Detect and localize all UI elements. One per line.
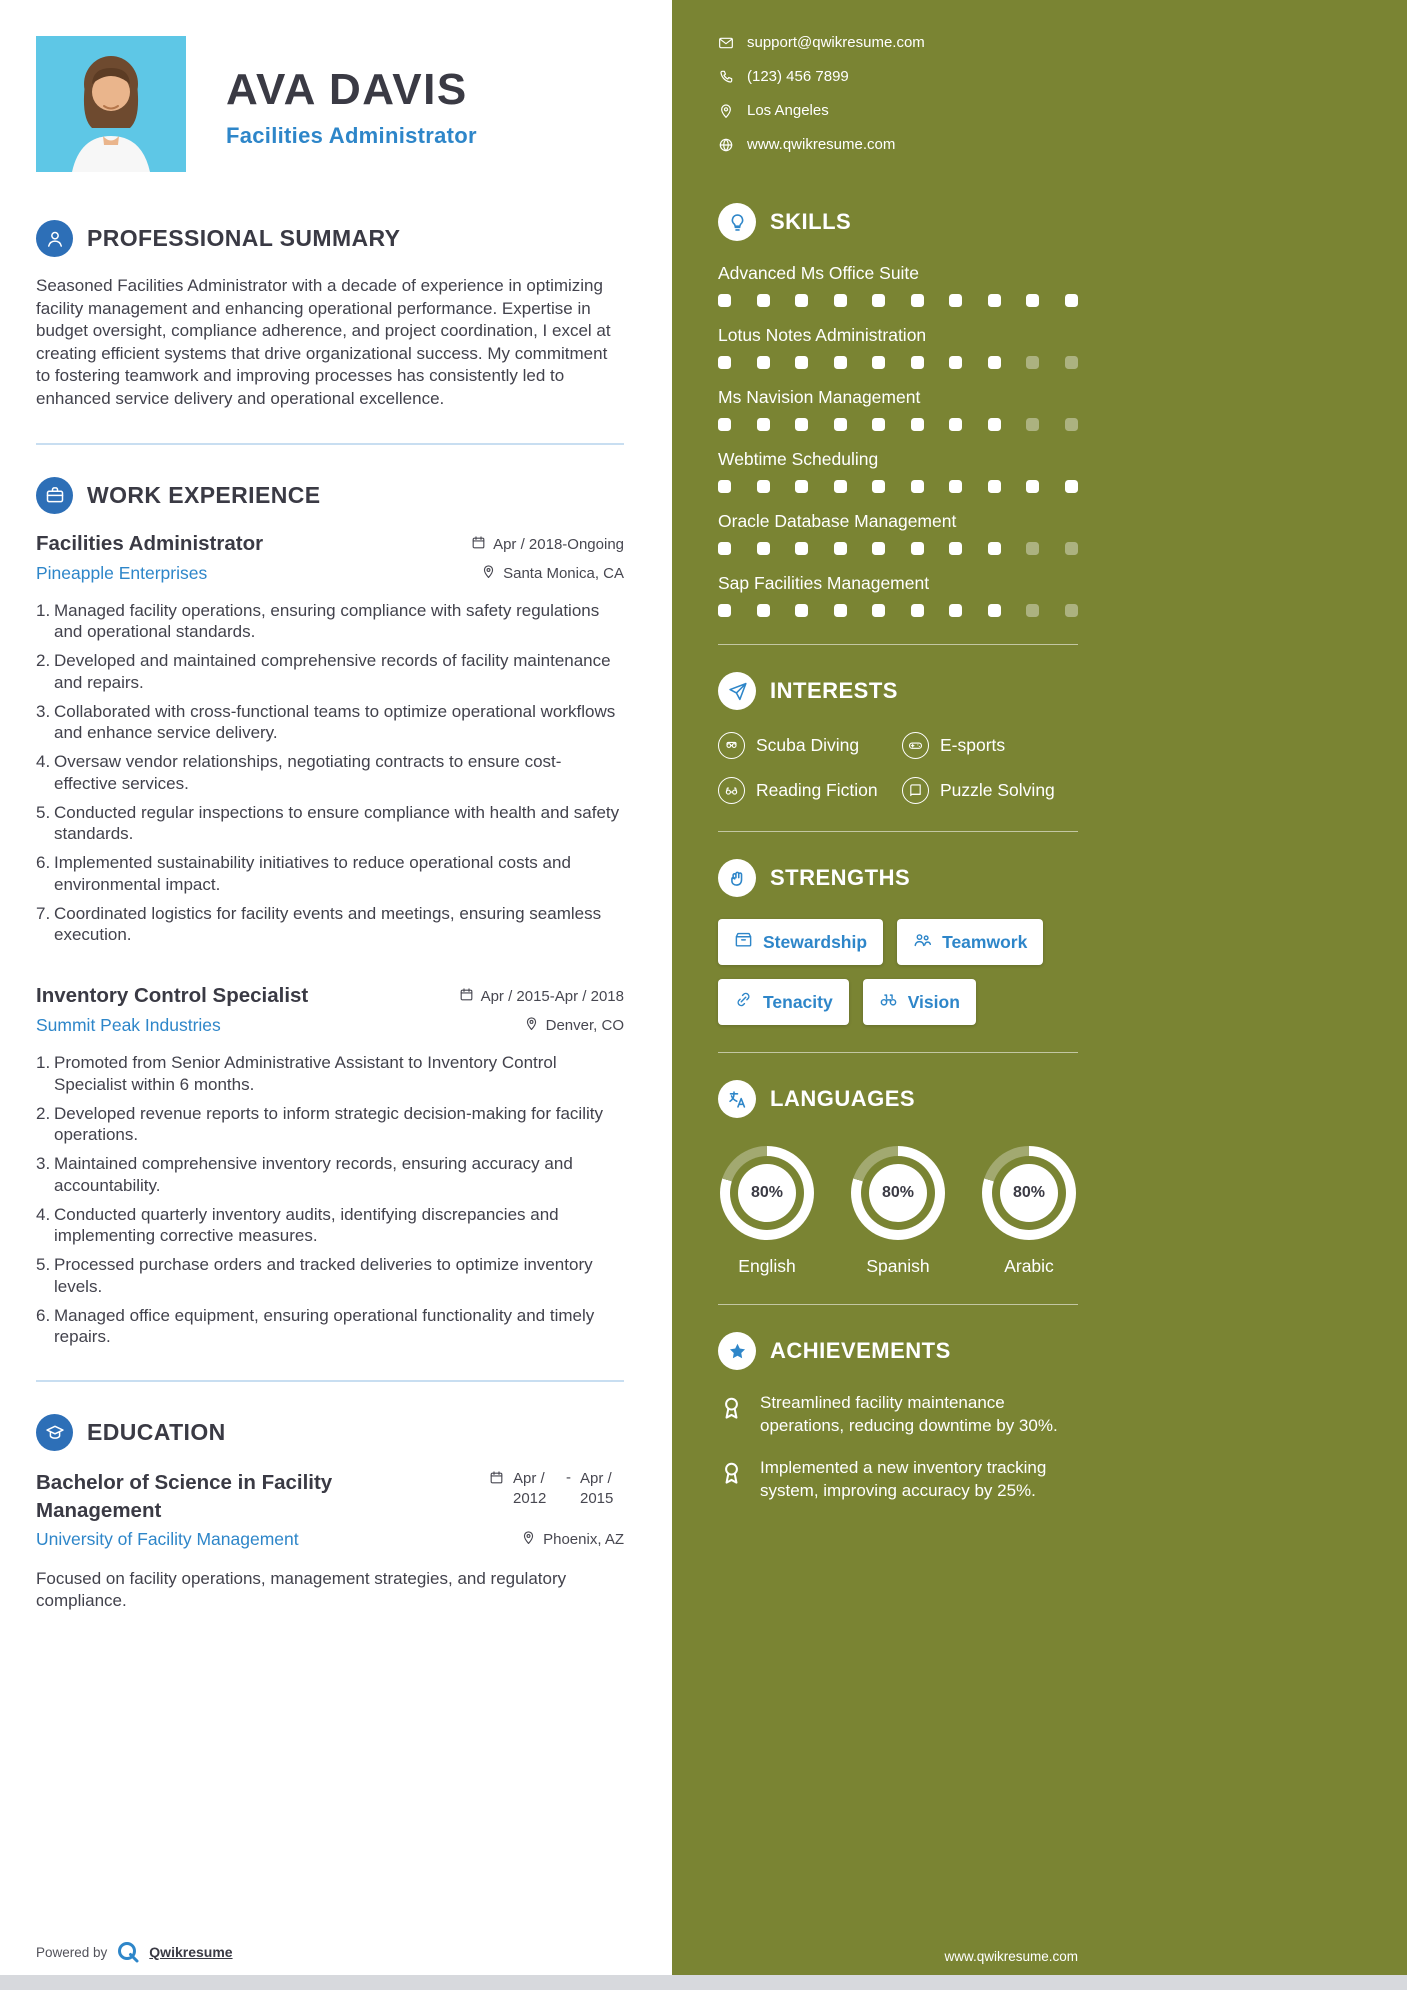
job-bullet: Conducted regular inspections to ensure compliance with health and safety standards.	[54, 802, 620, 844]
job-bullet: Developed and maintained comprehensive records of facility maintenance and repairs.	[54, 651, 611, 692]
person-icon	[36, 220, 73, 257]
achievements-heading-row	[718, 1332, 1078, 1370]
work-heading-row	[36, 477, 624, 514]
contact-location-text: Los Angeles	[747, 102, 829, 119]
skill-name: Advanced Ms Office Suite	[718, 263, 920, 283]
education-date-separator: -	[566, 1469, 571, 1487]
job-title-row	[36, 984, 624, 1008]
interest-item	[902, 732, 1078, 759]
skill-dot	[949, 604, 962, 617]
powered-by-footer	[36, 1940, 233, 1964]
section-divider	[718, 831, 1078, 832]
contact-list	[718, 34, 1078, 153]
achievement-text: Streamlined facility maintenance operations, reducing downtime by 30%.	[760, 1393, 1058, 1435]
job-bullet: Oversaw vendor relationships, negotiating contracts to ensure cost-effective services.	[54, 752, 562, 793]
language-item	[982, 1146, 1076, 1277]
skill-dot	[949, 418, 962, 431]
skill-name: Sap Facilities Management	[718, 573, 930, 593]
achievement-text: Implemented a new inventory tracking system, improving accuracy by 25%.	[760, 1458, 1047, 1500]
job-bullet: Implemented sustainability initiatives to reduce operational costs and environmental impact.	[54, 853, 571, 894]
skill-dot	[834, 604, 847, 617]
skill-dot	[718, 604, 731, 617]
star-icon	[718, 1332, 756, 1370]
languages-row	[718, 1140, 1078, 1277]
job-bullet: Managed office equipment, ensuring operational functionality and timely repairs.	[54, 1305, 595, 1347]
left-column	[0, 0, 672, 1990]
section-divider	[36, 1380, 624, 1382]
language-percent: 80%	[1000, 1164, 1058, 1222]
interests-heading-row	[718, 672, 1078, 710]
skill-dot	[718, 542, 731, 555]
skill-level-dots	[718, 294, 1078, 307]
summary-section	[36, 220, 624, 411]
skill-dot	[718, 418, 731, 431]
summary-text: Seasoned Facilities Administrator with a decade of experience in optimizing facility management and enhancing operational performance. Expertise in budget oversight, compliance adherence, and project coordination, I excel at creating efficient systems that drive organizational success. My commitment to fostering teamwork and improving processes has consistently led to enhanced service delivery and operational excellence.	[36, 276, 611, 409]
strength-chip	[897, 919, 1043, 965]
skill-dot	[988, 604, 1001, 617]
skill-dot	[795, 480, 808, 493]
job-title: Inventory Control Specialist	[36, 984, 309, 1008]
skill-dot	[834, 294, 847, 307]
skill-name: Ms Navision Management	[718, 387, 921, 407]
header	[36, 36, 624, 172]
job-entry	[36, 532, 624, 947]
work-section	[36, 477, 624, 1349]
contact-website-text: www.qwikresume.com	[747, 136, 896, 153]
book-icon	[902, 777, 929, 804]
job-bullet: Coordinated logistics for facility events and meetings, ensuring seamless execution.	[54, 903, 602, 945]
person-name: AVA DAVIS	[226, 65, 468, 114]
interest-label: Reading Fiction	[756, 780, 878, 800]
language-percent: 80%	[738, 1164, 796, 1222]
skill-dot	[795, 356, 808, 369]
section-divider	[718, 1304, 1078, 1305]
skill-dot	[1026, 604, 1039, 617]
skill-dot	[718, 356, 731, 369]
skill-dot	[757, 480, 770, 493]
job-bullet: Managed facility operations, ensuring compliance with safety regulations and operational standards.	[54, 600, 600, 642]
skills-list	[718, 263, 1078, 617]
skill-dot	[988, 294, 1001, 307]
qwikresume-brand-link[interactable]: Qwikresume	[149, 1944, 233, 1960]
skill-dot	[1065, 480, 1078, 493]
skill-dot	[872, 294, 885, 307]
skill-name: Webtime Scheduling	[718, 449, 879, 469]
calendar-icon	[471, 535, 486, 554]
skill-dot	[834, 418, 847, 431]
strength-label: Vision	[907, 991, 960, 1012]
skill-dot	[872, 480, 885, 493]
job-dates-text: Apr / 2015-Apr / 2018	[480, 988, 624, 1006]
skill-dot	[949, 542, 962, 555]
job-company-row	[36, 1015, 624, 1036]
skill-dot	[988, 418, 1001, 431]
scuba-icon	[718, 732, 745, 759]
job-dates	[459, 987, 624, 1006]
skill-dot	[1026, 480, 1039, 493]
skill-dot	[911, 418, 924, 431]
skill-dot	[1026, 418, 1039, 431]
skill-level-dots	[718, 480, 1078, 493]
education-heading: EDUCATION	[87, 1419, 226, 1446]
education-location-text: Phoenix, AZ	[543, 1530, 624, 1548]
ring-gap	[730, 1156, 804, 1230]
interest-label: Scuba Diving	[756, 735, 860, 755]
achievement-item	[718, 1457, 1078, 1502]
strength-chip	[718, 979, 849, 1025]
languages-section	[718, 1080, 1078, 1277]
job-bullets	[36, 600, 624, 947]
skills-heading: SKILLS	[770, 209, 852, 234]
job-location	[524, 1016, 624, 1035]
interest-item	[902, 777, 1078, 804]
skill-dot	[1026, 356, 1039, 369]
skill-dot	[872, 604, 885, 617]
skill-dot	[949, 356, 962, 369]
paper-plane-icon	[718, 672, 756, 710]
job-dates-text: Apr / 2018-Ongoing	[493, 535, 624, 553]
skill-dot	[949, 480, 962, 493]
strength-chip	[863, 979, 976, 1025]
skill-dot	[795, 542, 808, 555]
strengths-heading: STRENGTHS	[770, 865, 911, 890]
interests-grid	[718, 732, 1078, 804]
degree-name: Bachelor of Science in Facility Management	[36, 1471, 333, 1522]
strengths-heading-row	[718, 859, 1078, 897]
job-bullet: Maintained comprehensive inventory records, ensuring accuracy and accountability.	[54, 1154, 573, 1195]
skill-dot	[988, 542, 1001, 555]
interests-section	[718, 672, 1078, 804]
languages-heading: LANGUAGES	[770, 1086, 916, 1111]
contact-phone	[718, 68, 1078, 85]
skill-dot	[911, 356, 924, 369]
strength-label: Tenacity	[763, 991, 833, 1012]
job-dates	[471, 535, 624, 554]
job-title: Facilities Administrator	[36, 531, 264, 555]
map-pin-icon	[524, 1016, 539, 1035]
work-heading: WORK EXPERIENCE	[87, 481, 321, 508]
skill-dot	[834, 542, 847, 555]
briefcase-icon	[36, 477, 73, 514]
job-bullet: Developed revenue reports to inform strategic decision-making for facility operations.	[54, 1103, 603, 1145]
skill-dot	[872, 356, 885, 369]
pin-icon	[718, 103, 734, 119]
calendar-icon	[489, 1469, 504, 1489]
languages-heading-row	[718, 1080, 1078, 1118]
job-company-row	[36, 563, 624, 584]
mail-icon	[718, 35, 734, 51]
interest-item	[718, 777, 894, 804]
contact-email[interactable]	[718, 34, 1078, 51]
skill-dot	[795, 604, 808, 617]
skill-dot	[795, 294, 808, 307]
skill-dot	[1026, 294, 1039, 307]
globe-icon	[718, 137, 734, 153]
company-name: Summit Peak Industries	[36, 1015, 221, 1036]
phone-icon	[718, 69, 734, 85]
strength-label: Teamwork	[942, 931, 1028, 952]
job-title-row	[36, 532, 624, 556]
website-footer-link[interactable]: www.qwikresume.com	[944, 1949, 1078, 1964]
language-progress-ring	[720, 1146, 814, 1240]
job-location-text: Denver, CO	[545, 1017, 624, 1035]
contact-website[interactable]	[718, 136, 1078, 153]
map-pin-icon	[481, 564, 496, 583]
education-location	[521, 1530, 624, 1549]
skill-level-dots	[718, 542, 1078, 555]
summary-heading-row	[36, 220, 624, 257]
section-divider	[36, 443, 624, 445]
language-label: English	[738, 1256, 796, 1276]
glasses-icon	[718, 777, 745, 804]
skill-row	[718, 449, 1078, 493]
language-label: Arabic	[1004, 1256, 1054, 1276]
skill-level-dots	[718, 356, 1078, 369]
section-divider	[718, 1052, 1078, 1053]
skill-row	[718, 387, 1078, 431]
language-progress-ring	[851, 1146, 945, 1240]
skill-dot	[757, 356, 770, 369]
skill-dot	[872, 418, 885, 431]
job-bullet: Conducted quarterly inventory audits, identifying discrepancies and implementing corrective measures.	[54, 1204, 559, 1246]
right-content	[718, 34, 1078, 1502]
skill-dot	[911, 480, 924, 493]
education-date-start: Apr / 2012	[513, 1470, 547, 1507]
skills-section	[718, 203, 1078, 617]
skill-dot	[988, 356, 1001, 369]
lightbulb-icon	[718, 203, 756, 241]
education-description: Focused on facility operations, management strategies, and regulatory compliance.	[36, 1568, 567, 1611]
skill-dot	[757, 294, 770, 307]
award-icon	[718, 1459, 745, 1486]
skill-dot	[834, 356, 847, 369]
fist-icon	[718, 859, 756, 897]
education-section	[36, 1414, 624, 1613]
right-column	[672, 0, 1407, 1990]
achievement-item	[718, 1392, 1078, 1437]
skill-dot	[757, 418, 770, 431]
skill-dot	[757, 542, 770, 555]
skill-dot	[949, 294, 962, 307]
language-progress-ring	[982, 1146, 1076, 1240]
skills-heading-row	[718, 203, 1078, 241]
skill-row	[718, 573, 1078, 617]
skill-dot	[911, 542, 924, 555]
education-school-row	[36, 1529, 624, 1550]
skill-dot	[1065, 294, 1078, 307]
skill-level-dots	[718, 604, 1078, 617]
page-bottom-strip	[0, 1975, 1407, 1990]
translate-icon	[718, 1080, 756, 1118]
summary-heading: PROFESSIONAL SUMMARY	[87, 225, 401, 251]
skill-dot	[718, 480, 731, 493]
strength-chips	[718, 919, 1078, 1025]
strengths-section	[718, 859, 1078, 1025]
skill-dot	[1065, 542, 1078, 555]
strength-chip	[718, 919, 883, 965]
gamepad-icon	[902, 732, 929, 759]
achievements-list	[718, 1392, 1078, 1502]
team-icon	[913, 930, 932, 954]
job-location-text: Santa Monica, CA	[503, 564, 624, 582]
map-pin-icon	[521, 1530, 536, 1549]
job-bullet: Collaborated with cross-functional teams to optimize operational workflows and enhance service delivery.	[54, 701, 616, 743]
graduation-cap-icon	[36, 1414, 73, 1451]
skill-dot	[718, 294, 731, 307]
skill-row	[718, 511, 1078, 555]
skill-dot	[872, 542, 885, 555]
company-name: Pineapple Enterprises	[36, 562, 208, 583]
calendar-icon	[459, 987, 474, 1006]
interest-item	[718, 732, 894, 759]
skill-name: Oracle Database Management	[718, 511, 957, 531]
interest-label: E-sports	[940, 735, 1006, 755]
skill-row	[718, 325, 1078, 369]
skill-dot	[795, 418, 808, 431]
language-label: Spanish	[866, 1256, 930, 1276]
education-title-row	[36, 1469, 624, 1524]
award-icon	[718, 1394, 745, 1421]
interest-label: Puzzle Solving	[940, 780, 1055, 800]
language-item	[720, 1146, 814, 1277]
contact-location	[718, 102, 1078, 119]
skill-name: Lotus Notes Administration	[718, 325, 927, 345]
language-percent: 80%	[869, 1164, 927, 1222]
person-job-title: Facilities Administrator	[226, 123, 477, 148]
job-bullet: Processed purchase orders and tracked deliveries to optimize inventory levels.	[54, 1255, 593, 1296]
skill-row	[718, 263, 1078, 307]
skill-dot	[834, 480, 847, 493]
achievements-section	[718, 1332, 1078, 1502]
profile-photo	[36, 36, 186, 172]
name-block	[226, 36, 477, 172]
skill-dot	[1065, 356, 1078, 369]
skill-dot	[988, 480, 1001, 493]
school-name: University of Facility Management	[36, 1528, 299, 1549]
ring-gap	[861, 1156, 935, 1230]
ring-gap	[992, 1156, 1066, 1230]
skill-dot	[1065, 604, 1078, 617]
skill-dot	[1065, 418, 1078, 431]
skill-dot	[757, 604, 770, 617]
job-entry	[36, 984, 624, 1348]
skill-level-dots	[718, 418, 1078, 431]
strength-label: Stewardship	[763, 931, 868, 952]
education-heading-row	[36, 1414, 624, 1451]
qwikresume-logo-icon	[116, 1940, 140, 1964]
interests-heading: INTERESTS	[770, 678, 898, 703]
job-bullet: Promoted from Senior Administrative Assistant to Inventory Control Specialist within 6 months.	[54, 1053, 557, 1094]
job-location	[481, 564, 624, 583]
avatar-illustration	[36, 36, 186, 172]
link-icon	[734, 990, 753, 1014]
jobs	[36, 532, 624, 1349]
skill-dot	[911, 604, 924, 617]
contact-phone-text: (123) 456 7899	[747, 68, 849, 85]
powered-by-label: Powered by	[36, 1944, 108, 1960]
box-icon	[734, 930, 753, 954]
education-dates	[489, 1469, 624, 1508]
job-bullets	[36, 1052, 624, 1348]
education-date-end: Apr / 2015	[580, 1470, 614, 1507]
binoculars-icon	[879, 990, 898, 1014]
contact-email-text: support@qwikresume.com	[747, 34, 925, 51]
section-divider	[718, 644, 1078, 645]
skill-dot	[911, 294, 924, 307]
skill-dot	[1026, 542, 1039, 555]
language-item	[851, 1146, 945, 1277]
achievements-heading: ACHIEVEMENTS	[770, 1338, 951, 1363]
